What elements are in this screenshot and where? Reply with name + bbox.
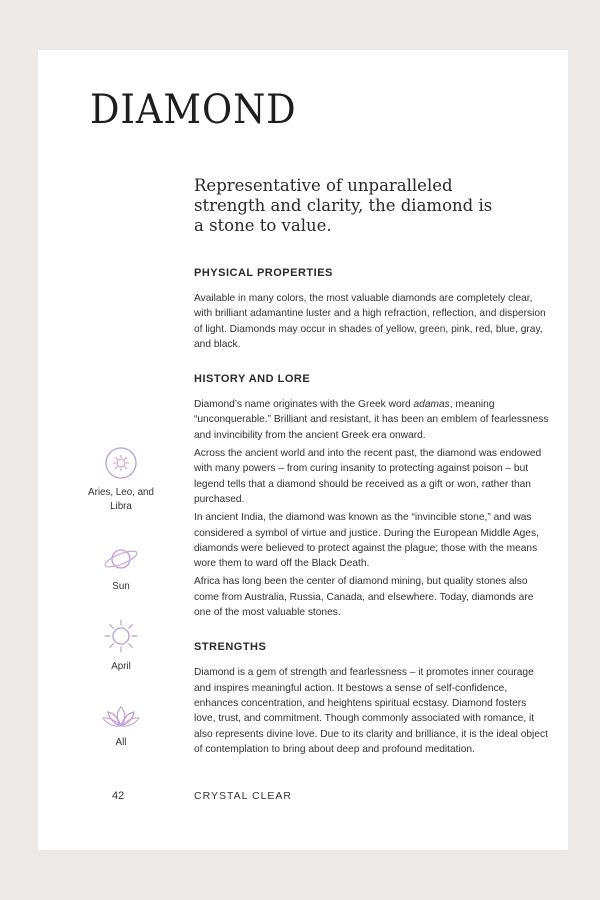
- paragraph: Diamond is a gem of strength and fearlessness – it promotes inner courage and inspires meaningful action. It bestows a sense of self-confidence, enhances concentration, and heightens spiritual ecstasy. Diamond fosters love, trust, and commitment. Though commonly associated with romance, it also represents divine love. Due to its clarity and brilliance, it is the ideal object of contemplation to bring about deep and profound meditation.: [194, 667, 548, 755]
- section-heading: PHYSICAL PROPERTIES: [194, 267, 333, 279]
- section-history-and-lore: [194, 372, 550, 620]
- sun-icon: [103, 618, 139, 654]
- sidebar-planet: [86, 544, 156, 594]
- sidebar-label: Sun: [112, 581, 130, 592]
- section-physical-properties: [194, 266, 550, 352]
- page-title: DIAMOND: [90, 87, 297, 133]
- sidebar-lotus: [86, 704, 156, 750]
- paragraph: Available in many colors, the most valuable diamonds are completely clear, with brilliant adamantine luster and a high refraction, reflection, and dispersion of light. Diamonds may occur in shades of yellow, green, pink, red, blue, gray, and black.: [194, 293, 546, 350]
- paragraph: Africa has long been the center of diamond mining, but quality stones also come from Australia, Russia, Canada, and elsewhere. Today, diamonds are one of the most valuable stones.: [194, 576, 534, 619]
- sidebar-label: April: [111, 661, 131, 672]
- running-footer: CRYSTAL CLEAR: [194, 790, 292, 802]
- main-content: [194, 266, 550, 760]
- planet-icon: [102, 544, 140, 574]
- lotus-icon: [102, 704, 140, 730]
- sidebar-label: All: [115, 737, 127, 748]
- intro-text: Representative of unparalleled strength and clarity, the diamond is a stone to value.: [194, 176, 493, 235]
- page: [38, 50, 568, 850]
- sidebar-zodiac: [86, 446, 156, 514]
- sidebar-label: Aries, Leo, and Libra: [88, 487, 154, 512]
- paragraph: Diamond’s name originates with the Greek word adamas, meaning “unconquerable.” Brilliant and resistant, it has been an emblem of fearlessness and invincibility from the ancient Greek era onward.: [194, 399, 549, 441]
- paragraph: In ancient India, the diamond was known as the “invincible stone,” and was considered a symbol of virtue and justice. During the European Middle Ages, diamonds were believed to protect against the plague; those with the means wore them to ward off the Black Death.: [194, 512, 539, 570]
- section-heading: STRENGTHS: [194, 641, 267, 654]
- section-heading: HISTORY AND LORE: [194, 373, 311, 386]
- zodiac-icon: [104, 446, 138, 480]
- page-number: 42: [112, 790, 125, 802]
- sidebar-sun: [86, 618, 156, 674]
- paragraph: Across the ancient world and into the recent past, the diamond was endowed with many powers – from curing insanity to protecting against poison – but legend tells that a diamond should be received as a gift or won, rather than purchased.: [194, 448, 542, 505]
- section-strengths: [194, 640, 550, 757]
